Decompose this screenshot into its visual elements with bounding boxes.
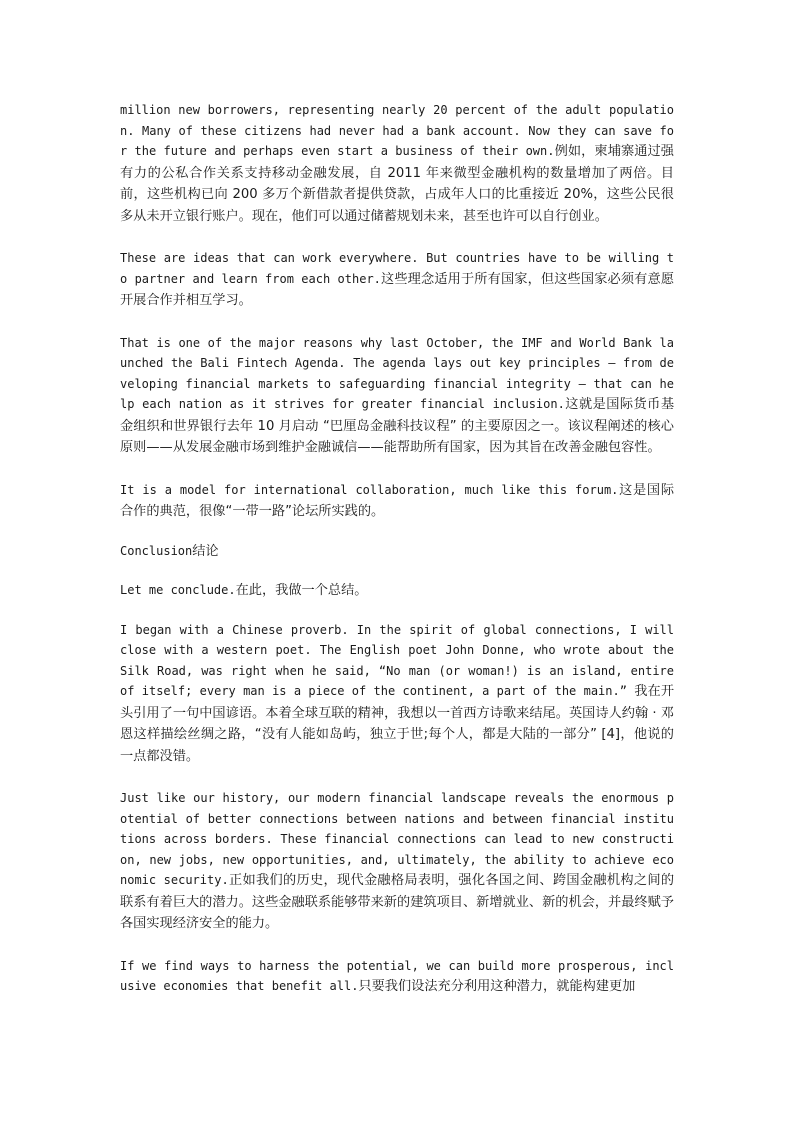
paragraph-zh-text: 只要我们设法充分利用这种潜力，就能构建更加 (358, 979, 636, 994)
paragraph-ideas (120, 248, 674, 312)
paragraph-en-text: Let me conclude. (120, 583, 236, 597)
paragraph-bali-agenda (120, 333, 674, 459)
paragraph-en-text: If we find ways to harness the potential, we can build more prosperous, inclusive economies that benefit all. (120, 958, 674, 993)
paragraph-en-text: Just like our history, our modern financial landscape reveals the enormous potential of better connections between nations and between financial institutions across borders. These financial connections can lead to new construction, new jobs, new opportunities, and, ultimately, the ability to achieve economic security. (120, 791, 674, 887)
paragraph-model (120, 480, 674, 523)
paragraph-en-text: I began with a Chinese proverb. In the spirit of global connections, I will close with a western poet. The English poet John Donne, who wrote about the Silk Road, was right when he said, “No man (or woman!) is an island, entire of itself; every man is a piece of the continent, a part of the main.” (120, 622, 674, 698)
document-body (120, 100, 674, 1019)
paragraph-en-text: It is a model for international collaboration, much like this forum. (120, 482, 619, 497)
paragraph-zh-text: 这些理念适用于所有国家，但这些国家必须有意愿开展合作并相互学习。 (120, 271, 675, 308)
paragraph-let-me-conclude (120, 580, 674, 602)
heading-zh-text: 结论 (192, 543, 219, 559)
paragraph-harness-potential (120, 956, 674, 998)
paragraph-zh-text: 正如我们的历史，现代金融格局表明，强化各国之间、跨国金融机构之间的联系有着巨大的潜力。这些金融联系能够带来新的建筑项目、新增就业、新的机会，并最终赋予各国实现经济安全的能力。 (120, 873, 675, 931)
paragraph-zh-text: 在此，我做一个总结。 (235, 583, 368, 598)
paragraph-en-text: million new borrowers, representing nearly 20 percent of the adult population. Many of these citizens had never had a bank account. Now they can save for the future and perhaps even start a business of their own. (120, 103, 674, 158)
heading-en-text: Conclusion (120, 543, 193, 558)
paragraph-cambodia (120, 100, 674, 227)
paragraph-en-text: These are ideas that can work everywhere. But countries have to be willing to partner and learn from each other. (120, 251, 674, 286)
paragraph-en-text: That is one of the major reasons why last October, the IMF and World Bank launched the Bali Fintech Agenda. The agenda lays out key principles — from developing financial markets to safeguarding financial integrity — that can help each nation as it strives for greater financial inclusion. (120, 335, 674, 411)
paragraph-john-donne (120, 620, 674, 768)
paragraph-financial-landscape (120, 788, 674, 935)
paragraph-zh-text: 我在开头引用了一句中国谚语。本着全球互联的精神，我想以一首西方诗歌来结尾。英国诗人约翰 · 邓恩这样描绘丝绸之路，“没有人能如岛屿，独立于世;每个人，都是大陆的一部分” [4]，他说的一点都没错。 (120, 684, 675, 764)
paragraph-zh-text: 这就是国际货币基金组织和世界银行去年 10 月启动 “巴厘岛金融科技议程” 的主要原因之一。该议程阐述的核心原则——从发展金融市场到维护金融诚信——能帮助所有国家，因为其旨在改善金融包容性。 (120, 397, 675, 455)
paragraph-zh-text: 这是国际合作的典范，很像“一带一路”论坛所实践的。 (120, 482, 675, 519)
section-heading-conclusion (120, 541, 674, 563)
paragraph-zh-text: 例如，柬埔寨通过强有力的公私合作关系支持移动金融发展，自 2011 年来微型金融机构的数量增加了两倍。目前，这些机构已向 200 多万个新借款者提供贷款，占成年人口的比重接近 20%，这些公民很多从未开立银行账户。现在，他们可以通过储蓄规划未来，甚至也许可以自行创业。 (120, 144, 674, 224)
